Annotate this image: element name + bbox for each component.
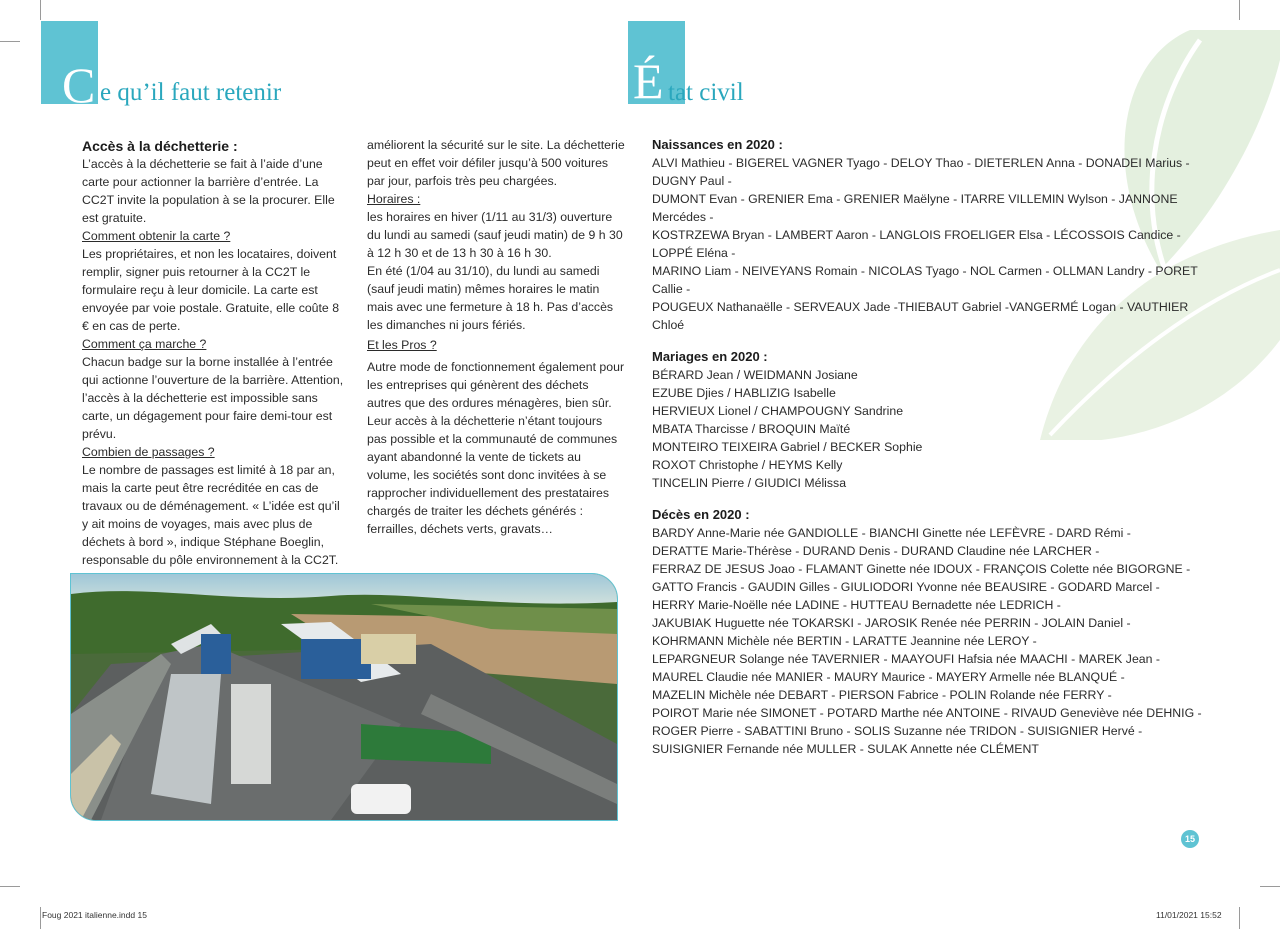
article-column-2 bbox=[367, 136, 625, 538]
section-title: tat civil bbox=[668, 79, 744, 106]
page-number: 15 bbox=[1181, 830, 1199, 848]
paragraph: Le nombre de passages est limité à 18 par an, mais la carte peut être recréditée en cas de travaux ou de déménagement. « L’idée est qu’il y ait moins de voyages, mais avec plus de déchets à bord », indique Stéphane Boeglin, responsable du pôle environnement à la CC2T. bbox=[82, 463, 340, 567]
marriage-line: MBATA Tharcisse / BROQUIN Maïté bbox=[652, 422, 851, 436]
paragraph: les horaires en hiver (1/11 au 31/3) ouverture du lundi au samedi (sauf jeudi matin) de 9 h 30 à 12 h 30 et de 13 h 30 à 16 h 30. bbox=[367, 210, 623, 260]
death-line: HERRY Marie-Noëlle née LADINE - HUTTEAU Bernadette née LEDRICH - bbox=[652, 598, 1061, 612]
marriage-line: TINCELIN Pierre / GIUDICI Mélissa bbox=[652, 476, 847, 490]
death-line: ROGER Pierre - SABATTINI Bruno - SOLIS Suzanne née TRIDON - SUISIGNIER Hervé - bbox=[652, 724, 1143, 738]
births-line: ALVI Mathieu - BIGEREL VAGNER Tyago - DELOY Thao - DIETERLEN Anna - DONADEI Marius - DUGNY Paul - bbox=[652, 156, 1190, 188]
crop-mark bbox=[0, 41, 20, 42]
death-line: DERATTE Marie-Thérèse - DURAND Denis - DURAND Claudine née LARCHER - bbox=[652, 544, 1100, 558]
death-line: BARDY Anne-Marie née GANDIOLLE - BIANCHI Ginette née LEFÈVRE - DARD Rémi - bbox=[652, 526, 1131, 540]
death-line: LEPARGNEUR Solange née TAVERNIER - MAAYOUFI Hafsia née MAACHI - MAREK Jean - bbox=[652, 652, 1160, 666]
births-heading: Naissances en 2020 : bbox=[652, 137, 783, 152]
crop-mark bbox=[0, 886, 20, 887]
article-heading: Accès à la déchetterie : bbox=[82, 138, 238, 154]
death-line: KOHRMANN Michèle née BERTIN - LARATTE Jeannine née LEROY - bbox=[652, 634, 1037, 648]
marriage-line: EZUBE Djies / HABLIZIG Isabelle bbox=[652, 386, 836, 400]
death-line: JAKUBIAK Huguette née TOKARSKI - JAROSIK Renée née PERRIN - JOLAIN Daniel - bbox=[652, 616, 1131, 630]
crop-mark bbox=[40, 907, 41, 929]
footer-file-label: Foug 2021 italienne.indd 15 bbox=[42, 910, 147, 920]
aerial-photo bbox=[70, 573, 618, 821]
subheading: Et les Pros ? bbox=[367, 338, 437, 352]
subheading: Comment ça marche ? bbox=[82, 337, 207, 351]
etat-civil-column bbox=[652, 136, 1212, 758]
death-line: GATTO Francis - GAUDIN Gilles - GIULIODORI Yvonne née BEAUSIRE - GODARD Marcel - bbox=[652, 580, 1160, 594]
marriage-line: ROXOT Christophe / HEYMS Kelly bbox=[652, 458, 843, 472]
births-line: POUGEUX Nathanaëlle - SERVEAUX Jade -THIEBAUT Gabriel -VANGERMÉ Logan - VAUTHIER Chloé bbox=[652, 300, 1189, 332]
article-column-1 bbox=[82, 137, 344, 587]
marriage-line: MONTEIRO TEIXEIRA Gabriel / BECKER Sophie bbox=[652, 440, 923, 454]
paragraph: Les propriétaires, et non les locataires, doivent remplir, signer puis retourner à la CC2T le formulaire reçu à leur domicile. La carte est envoyée par voie postale. Gratuite, elle coûte 8 € en cas de perte. bbox=[82, 247, 340, 333]
paragraph: En été (1/04 au 31/10), du lundi au samedi (sauf jeudi matin) mêmes horaires le matin mais avec une fermeture à 18 h. Pas d’accès les dimanches ni jours fériés. bbox=[367, 264, 614, 332]
paragraph: Chacun badge sur la borne installée à l’entrée qui actionne l’ouverture de la barrière. Attention, l’accès à la déchetterie est impossible sans carte, un dégagement pour faire demi-tour est prévu. bbox=[82, 355, 344, 441]
births-line: MARINO Liam - NEIVEYANS Romain - NICOLAS Tyago - NOL Carmen - OLLMAN Landry - PORET Callie - bbox=[652, 264, 1198, 296]
title-initial: É bbox=[633, 53, 664, 109]
aerial-photo-recycling-center-icon bbox=[71, 574, 617, 820]
paragraph: améliorent la sécurité sur le site. La déchetterie peut en effet voir défiler jusqu’à 500 voitures par jour, parfois très peu chargées. bbox=[367, 138, 625, 188]
footer-date-label: 11/01/2021 15:52 bbox=[1156, 910, 1222, 920]
paragraph: Autre mode de fonctionnement également pour les entreprises qui génèrent des déchets autres que des ordures ménagères, bien sûr. Leur accès à la déchetterie n’étant toujours pas possible et la communauté de communes ayant abandonné la vente de tickets au volume, les sociétés sont donc invitées à se rapprocher individuellement des prestataires chargés de traiter les déchets générés : ferrailles, déchets verts, gravats… bbox=[367, 360, 625, 536]
crop-mark bbox=[1239, 907, 1240, 929]
death-line: MAUREL Claudie née MANIER - MAURY Maurice - MAYERY Armelle née BLANQUÉ - bbox=[652, 670, 1125, 684]
marriage-line: HERVIEUX Lionel / CHAMPOUGNY Sandrine bbox=[652, 404, 904, 418]
article-intro: L’accès à la déchetterie se fait à l’aide d’une carte pour actionner la barrière d’entrée. La CC2T invite la population à se la procurer. Elle est gratuite. bbox=[82, 157, 335, 225]
page-title: e qu’il faut retenir bbox=[100, 79, 282, 106]
births-line: KOSTRZEWA Bryan - LAMBERT Aaron - LANGLOIS FROELIGER Elsa - LÉCOSSOIS Candice - LOPPÉ Eléna - bbox=[652, 228, 1181, 260]
subheading: Combien de passages ? bbox=[82, 445, 215, 459]
crop-mark bbox=[1260, 886, 1280, 887]
death-line: MAZELIN Michèle née DEBART - PIERSON Fabrice - POLIN Rolande née FERRY - bbox=[652, 688, 1112, 702]
title-initial: C bbox=[62, 57, 96, 113]
death-line: POIROT Marie née SIMONET - POTARD Marthe née ANTOINE - RIVAUD Geneviève née DEHNIG - bbox=[652, 706, 1202, 720]
marriage-line: BÉRARD Jean / WEIDMANN Josiane bbox=[652, 368, 858, 382]
births-line: DUMONT Evan - GRENIER Ema - GRENIER Maëlyne - ITARRE VILLEMIN Wylson - JANNONE Mercédes - bbox=[652, 192, 1178, 224]
death-line: FERRAZ DE JESUS Joao - FLAMANT Ginette née IDOUX - FRANÇOIS Colette née BIGORGNE - bbox=[652, 562, 1191, 576]
subheading: Comment obtenir la carte ? bbox=[82, 229, 231, 243]
crop-mark bbox=[40, 0, 41, 20]
crop-mark bbox=[1239, 0, 1240, 20]
death-line: SUISIGNIER Fernande née MULLER - SULAK Annette née CLÉMENT bbox=[652, 742, 1039, 756]
deaths-heading: Décès en 2020 : bbox=[652, 507, 750, 522]
subheading: Horaires : bbox=[367, 192, 421, 206]
marriages-heading: Mariages en 2020 : bbox=[652, 349, 768, 364]
